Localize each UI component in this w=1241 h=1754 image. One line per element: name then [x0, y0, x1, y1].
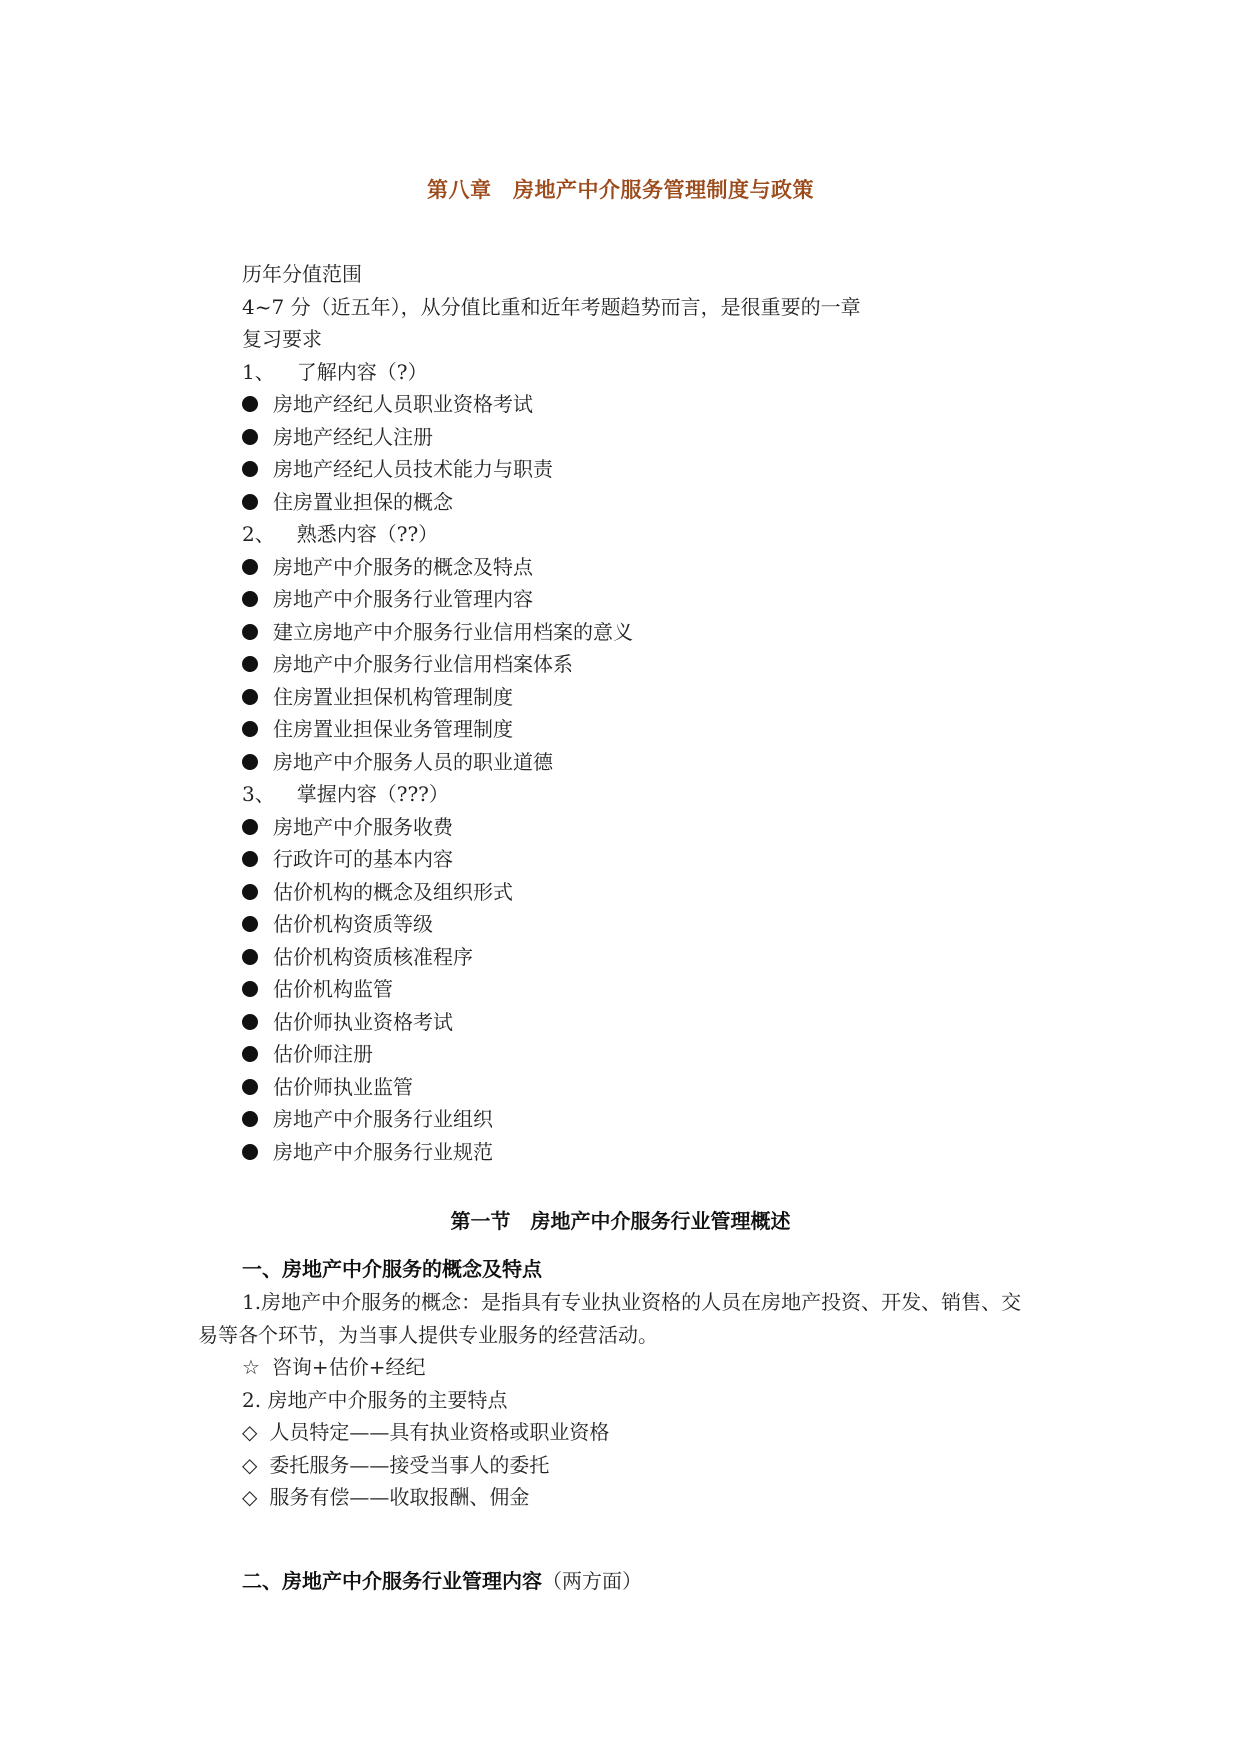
bullet-icon: [242, 1144, 258, 1160]
bullet-icon: [242, 949, 258, 965]
group-3-heading: 3、 掌握内容（???）: [242, 782, 449, 806]
bullet-icon: [242, 396, 258, 412]
list-item: 房地产中介服务人员的职业道德: [242, 746, 861, 779]
part1-heading: 一、房地产中介服务的概念及特点: [242, 1257, 542, 1281]
bullet-icon: [242, 851, 258, 867]
bullet-icon: [242, 1014, 258, 1030]
list-item: 估价机构的概念及组织形式: [242, 876, 861, 909]
list-item: 房地产经纪人注册: [242, 421, 861, 454]
bullet-icon: [242, 429, 258, 445]
bullet-icon: [242, 461, 258, 477]
diamond-icon: ◇: [242, 1420, 258, 1444]
list-item: 房地产经纪人员技术能力与职责: [242, 453, 861, 486]
list-item: 住房置业担保的概念: [242, 486, 861, 519]
bullet-icon: [242, 1046, 258, 1062]
list-item: 估价师注册: [242, 1038, 861, 1071]
bullet-icon: [242, 494, 258, 510]
list-item: 估价机构资质核准程序: [242, 941, 861, 974]
bullet-icon: [242, 591, 258, 607]
diamond-icon: ◇: [242, 1485, 258, 1509]
diamond-icon: ◇: [242, 1452, 258, 1477]
list-item: 估价师执业资格考试: [242, 1006, 861, 1039]
score-range-text: 4~7 分（近五年），从分值比重和近年考题趋势而言，是很重要的一章: [242, 294, 861, 319]
bullet-icon: [242, 559, 258, 575]
list-item: 房地产中介服务的概念及特点: [242, 551, 861, 584]
list-item: ◇ 人员特定——具有执业资格或职业资格: [242, 1416, 609, 1449]
list-item: 住房置业担保业务管理制度: [242, 713, 861, 746]
list-item: 估价机构资质等级: [242, 908, 861, 941]
bullet-icon: [242, 656, 258, 672]
group-2-heading: 2、 熟悉内容（??）: [242, 522, 439, 546]
list-item: 估价师执业监管: [242, 1071, 861, 1104]
chapter-title: 第八章 房地产中介服务管理制度与政策: [427, 178, 814, 202]
features-block: [242, 1351, 609, 1514]
list-item: 住房置业担保机构管理制度: [242, 681, 861, 714]
bullet-icon: [242, 981, 258, 997]
list-item: ◇ 服务有偿——收取报酬、佣金: [242, 1481, 609, 1514]
group-1-heading: 1、 了解内容（?）: [242, 359, 428, 384]
part1-heading-block: [242, 1253, 542, 1286]
list-item: 房地产中介服务收费: [242, 811, 861, 844]
list-item: 房地产经纪人员职业资格考试: [242, 388, 861, 421]
list-item: ◇ 委托服务——接受当事人的委托: [242, 1449, 609, 1482]
concept-text: 1.房地产中介服务的概念：是指具有专业执业资格的人员在房地产投资、开发、销售、交易等各个环节，为当事人提供专业服务的经营活动。: [198, 1290, 1022, 1347]
part2-heading-block: [242, 1565, 642, 1598]
bullet-icon: [242, 721, 258, 737]
concept-paragraph: [198, 1286, 1038, 1351]
bullet-icon: [242, 916, 258, 932]
score-range-heading: 历年分值范围: [242, 262, 362, 286]
list-item: 房地产中介服务行业信用档案体系: [242, 648, 861, 681]
part2-heading: 二、房地产中介服务行业管理内容: [242, 1569, 542, 1593]
list-item: 行政许可的基本内容: [242, 843, 861, 876]
bullet-icon: [242, 884, 258, 900]
features-heading: 2. 房地产中介服务的主要特点: [242, 1387, 508, 1412]
review-block: [242, 258, 861, 1168]
part2-note: （两方面）: [542, 1569, 642, 1593]
list-item: 房地产中介服务行业规范: [242, 1136, 861, 1169]
bullet-icon: [242, 1111, 258, 1127]
section-title: 第一节 房地产中介服务行业管理概述: [450, 1209, 791, 1233]
bullet-icon: [242, 689, 258, 705]
list-item: 估价机构监管: [242, 973, 861, 1006]
list-item: 房地产中介服务行业组织: [242, 1103, 861, 1136]
part2-heading-line: [242, 1565, 642, 1598]
star-line: ☆ 咨询+估价+经纪: [242, 1351, 609, 1384]
star-icon: ☆: [242, 1355, 260, 1379]
bullet-icon: [242, 819, 258, 835]
bullet-icon: [242, 754, 258, 770]
list-item: 房地产中介服务行业管理内容: [242, 583, 861, 616]
bullet-icon: [242, 624, 258, 640]
list-item: 建立房地产中介服务行业信用档案的意义: [242, 616, 861, 649]
bullet-icon: [242, 1079, 258, 1095]
review-heading: 复习要求: [242, 327, 322, 351]
